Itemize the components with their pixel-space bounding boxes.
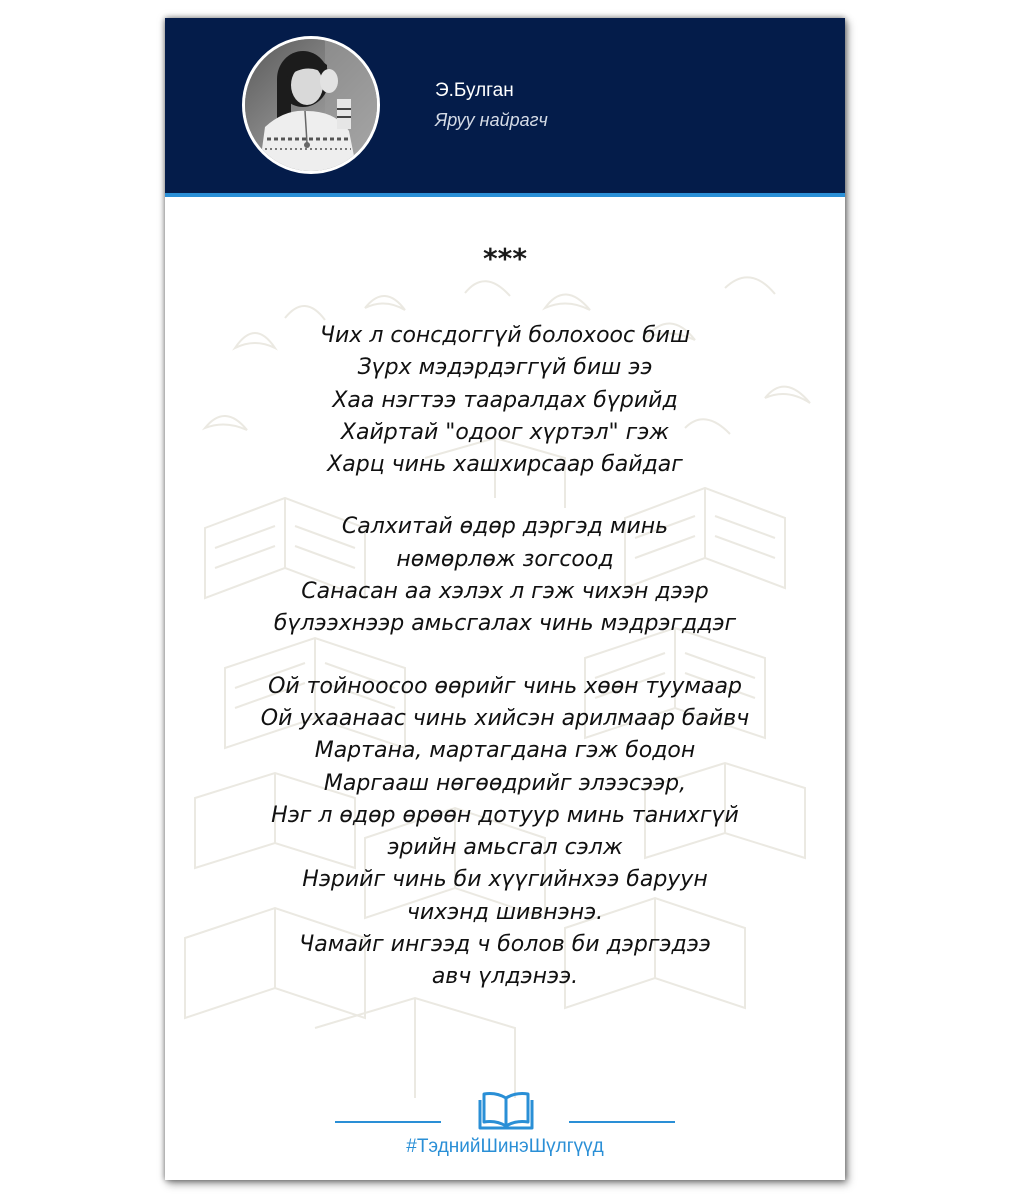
stanza-3 <box>165 671 845 994</box>
footer-divider-right <box>569 1121 675 1123</box>
stanza-2 <box>165 511 845 640</box>
footer-divider-left <box>335 1121 441 1123</box>
poem-title: *** <box>483 242 527 275</box>
poem-line: Мартана, мартагдана гэж бодон <box>314 738 696 764</box>
poem-body <box>165 320 845 994</box>
open-book-icon <box>478 1090 534 1130</box>
stanza-1 <box>165 320 845 481</box>
poem-line: Ой тойноосоо өөрийг чинь хөөн туумаар <box>268 673 742 699</box>
poem-line: авч үлдэнээ. <box>431 964 579 990</box>
poem-line: Ой ухаанаас чинь хийсэн арилмаар байвч <box>260 705 750 731</box>
poem-line: Хайртай "одоог хүртэл" гэж <box>340 419 670 445</box>
hashtag-link[interactable]: #ТэднийШинэШүлгүүд <box>406 1136 604 1157</box>
poem-line: Харц чинь хашхирсаар байдаг <box>327 452 683 478</box>
author-header <box>165 18 845 197</box>
author-photo-icon <box>245 39 377 171</box>
poem-line: чихэнд шивнэнэ. <box>406 899 604 925</box>
author-avatar <box>242 36 380 174</box>
poem-line: Чих л сонсдоггүй болохоос биш <box>319 323 691 348</box>
poem-line: Салхитай өдөр дэргэд минь <box>341 514 669 540</box>
poem-line: эрийн амьсгал сэлж <box>387 835 623 861</box>
poem-line: Чамайг ингээд ч болов би дэргэдээ <box>299 932 711 958</box>
author-name: Э.Булган <box>435 80 514 101</box>
poem-line: бүлээхнээр амьсгалах чинь мэдрэгддэг <box>273 611 737 637</box>
poem-line: Санасан аа хэлэх л гэж чихэн дээр <box>301 579 709 605</box>
author-role: Яруу найрагч <box>435 110 548 130</box>
poem-card <box>165 18 845 1180</box>
poem-line: Маргааш нөгөөдрийг элээсээр, <box>323 770 687 796</box>
poem-line: Зүрх мэдэрдэггүй биш ээ <box>357 355 653 381</box>
poem-line: Нэг л өдөр өрөөн дотуур минь танихгүй <box>271 802 739 828</box>
poem-line: Нэрийг чинь би хүүгийнхээ баруун <box>302 867 708 893</box>
poem-line: нөмөрлөж зогсоод <box>396 546 614 572</box>
poem-line: Хаа нэгтээ тааралдах бүрийд <box>332 387 678 413</box>
